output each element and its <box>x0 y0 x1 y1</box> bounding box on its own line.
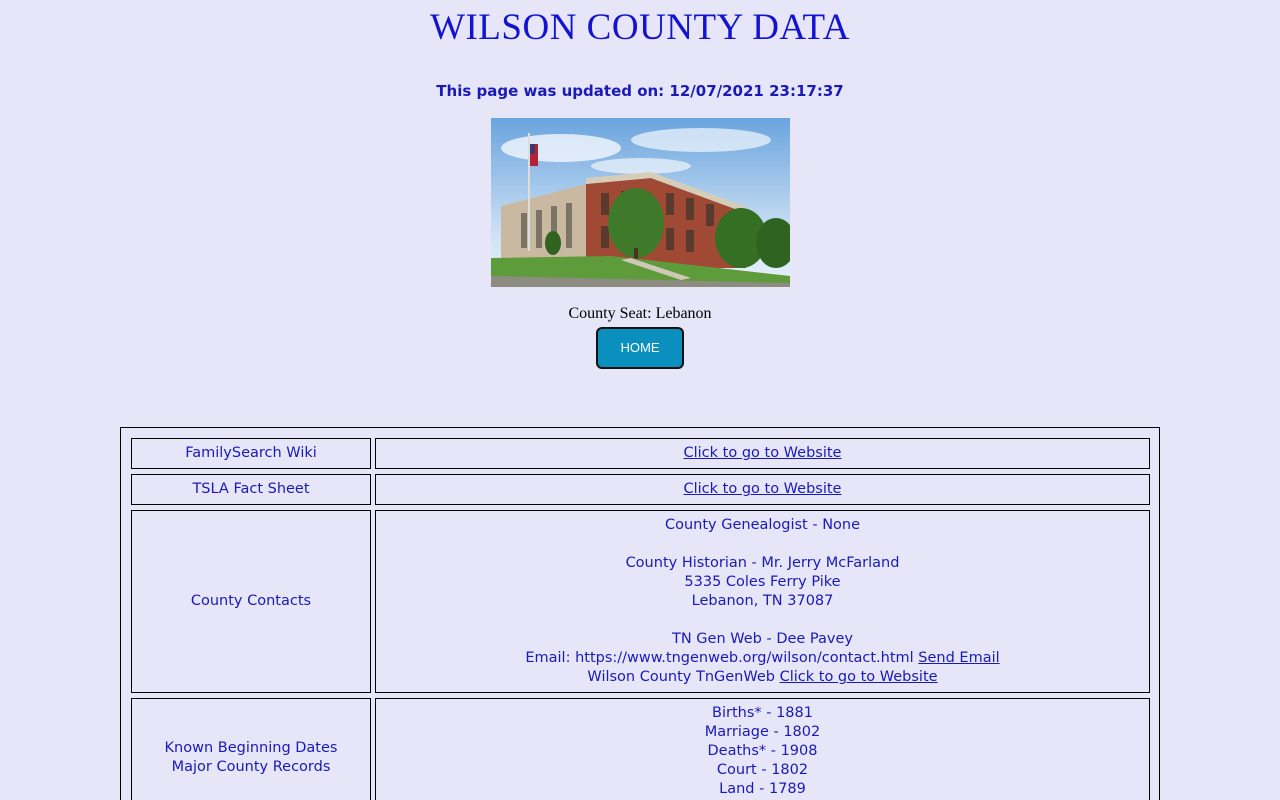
tsla-website-link[interactable]: Click to go to Website <box>683 481 842 497</box>
email-text: Email: https://www.tngenweb.org/wilson/contact.html <box>525 650 914 666</box>
land-date: Land - 1789 <box>719 781 806 797</box>
tsla-label <box>131 474 371 505</box>
county-genealogist: County Genealogist - None <box>664 517 861 533</box>
familysearch-label <box>131 438 371 469</box>
births-date: Births* - 1881 <box>712 705 813 721</box>
email-line <box>525 649 999 668</box>
historian-address-line2: Lebanon, TN 37087 <box>691 593 834 609</box>
county-data-table <box>120 427 1160 800</box>
familysearch-website-link[interactable]: Click to go to Website <box>683 445 842 461</box>
tngenweb-website-link[interactable]: Click to go to Website <box>779 669 938 685</box>
tngenweb-contact: TN Gen Web - Dee Pavey <box>671 631 853 647</box>
records-label-line2: Major County Records <box>171 759 331 775</box>
updated-timestamp: This page was updated on: 12/07/2021 23:17:37 <box>436 82 844 100</box>
county-seat: County Seat: Lebanon <box>568 305 712 322</box>
courthouse-photo <box>491 118 790 287</box>
deaths-date: Deaths* - 1908 <box>707 743 818 759</box>
county-historian: County Historian - Mr. Jerry McFarland <box>625 555 900 571</box>
records-label-line1: Known Beginning Dates <box>164 740 338 756</box>
home-button[interactable]: HOME <box>596 327 684 369</box>
contacts-label <box>131 510 371 693</box>
page-title: WILSON COUNTY DATA <box>430 7 850 48</box>
familysearch-link-cell <box>375 438 1150 469</box>
send-email-link[interactable]: Send Email <box>918 650 1000 666</box>
records-label <box>131 698 371 800</box>
contacts-label-text: County Contacts <box>190 593 312 609</box>
marriage-date: Marriage - 1802 <box>704 724 821 740</box>
historian-address-line1: 5335 Coles Ferry Pike <box>684 574 841 590</box>
tsla-label-text: TSLA Fact Sheet <box>192 481 310 497</box>
tsla-link-cell <box>375 474 1150 505</box>
court-date: Court - 1802 <box>716 762 809 778</box>
contacts-details <box>375 510 1150 693</box>
tngenweb-site-text: Wilson County TnGenWeb <box>587 669 775 685</box>
records-details <box>375 698 1150 800</box>
tngenweb-site-line <box>587 668 937 687</box>
familysearch-label-text: FamilySearch Wiki <box>185 445 317 461</box>
